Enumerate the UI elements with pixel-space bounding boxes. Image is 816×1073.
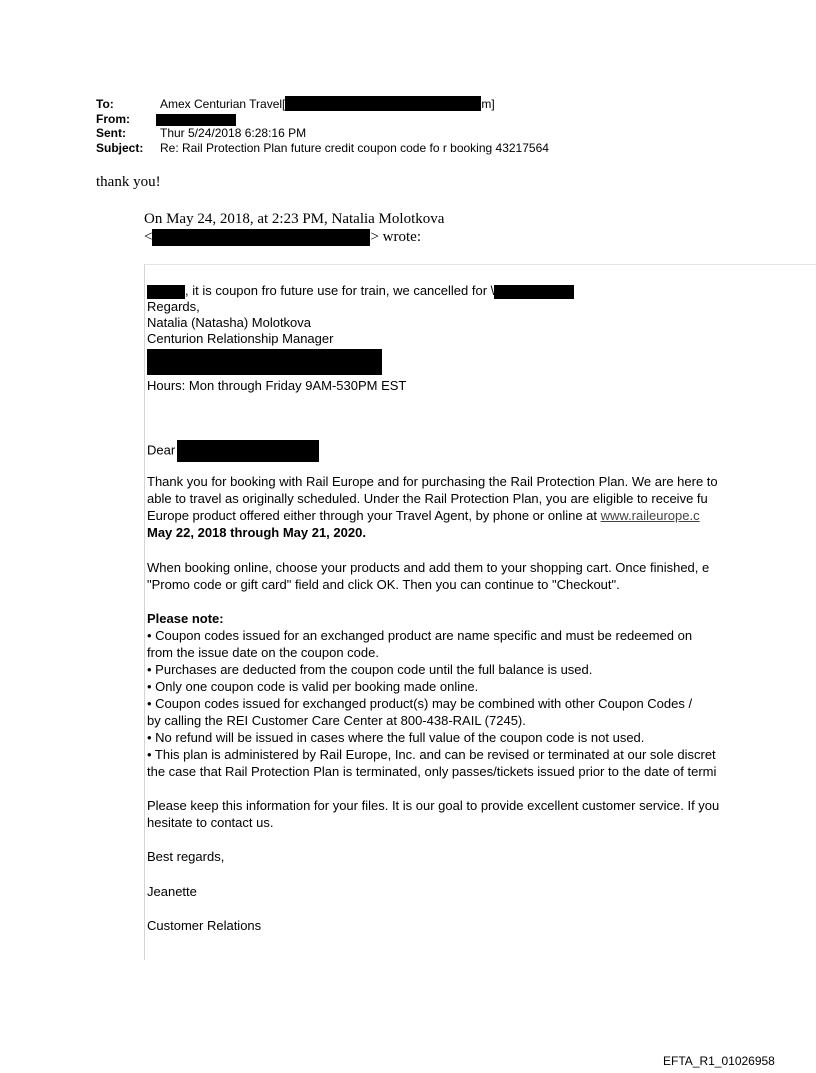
- natalia-regards: Regards,: [147, 299, 200, 314]
- sent-label: Sent:: [96, 126, 126, 140]
- redaction-box: [147, 285, 185, 299]
- letter-dept: Customer Relations: [147, 918, 262, 933]
- redaction-box: [285, 96, 481, 111]
- bullet-5: • No refund will be issued in cases where the full value of the coupon code is not used.: [147, 730, 645, 745]
- letter-p3-line2: hesitate to contact us.: [147, 815, 274, 830]
- document-id: EFTA_R1_01026958: [663, 1054, 775, 1068]
- p1-line3-prefix: Europe product offered either through your Travel Agent, by phone or online at: [147, 508, 601, 523]
- intro-close: > wrote:: [370, 229, 421, 245]
- redaction-box: [177, 440, 319, 462]
- bullet-1-line2: from the issue date on the coupon code.: [147, 645, 379, 660]
- from-label: From:: [96, 112, 130, 126]
- redaction-box: [147, 349, 382, 375]
- natalia-line1: [147, 283, 574, 299]
- bullet-4-line2: by calling the REI Customer Care Center at 800-438-RAIL (7245).: [147, 713, 526, 728]
- from-value: [156, 112, 236, 126]
- quote-intro-line1: On May 24, 2018, at 2:23 PM, Natalia Molotkova: [144, 211, 445, 227]
- bullet-2: • Purchases are deducted from the coupon code until the full balance is used.: [147, 662, 593, 677]
- note-heading: [147, 611, 224, 627]
- dear-text: Dear: [147, 442, 176, 458]
- letter-p1-line4: [147, 525, 366, 541]
- natalia-hours: Hours: Mon through Friday 9AM-530PM EST: [147, 378, 407, 393]
- natalia-title: Centurion Relationship Manager: [147, 331, 334, 346]
- natalia-name: Natalia (Natasha) Molotkova: [147, 315, 312, 330]
- validity-dates: May 22, 2018 through May 21, 2020.: [147, 525, 366, 540]
- subject-label: Subject:: [96, 141, 144, 155]
- sent-value: Thur 5/24/2018 6:28:16 PM: [160, 126, 307, 140]
- quote-intro-line2: [144, 229, 421, 246]
- bullet-6-line2: the case that Rail Protection Plan is terminated, only passes/tickets issued prior to the date of termi: [147, 764, 717, 779]
- letter-p2-line2: "Promo code or gift card" field and click OK. Then you can continue to "Checkout".: [147, 577, 620, 592]
- bullet-6-line1: • This plan is administered by Rail Europe, Inc. and can be revised or terminated at our sole discret: [147, 747, 716, 762]
- letter-closing: Best regards,: [147, 849, 225, 864]
- letter-p1-line3: [147, 508, 700, 524]
- bullet-3: • Only one coupon code is valid per booking made online.: [147, 679, 479, 694]
- note-heading-text: Please note:: [147, 611, 224, 626]
- letter-p2-line1: When booking online, choose your products and add them to your shopping cart. Once finished, e: [147, 560, 710, 575]
- letter-p3-line1: Please keep this information for your files. It is our goal to provide excellent customer service. If you: [147, 798, 720, 813]
- letter-p1-line1: Thank you for booking with Rail Europe and for purchasing the Rail Protection Plan. We are here to: [147, 474, 718, 489]
- bullet-1-line1: • Coupon codes issued for an exchanged product are name specific and must be redeemed on: [147, 628, 693, 643]
- bullet-4-line1: • Coupon codes issued for exchanged product(s) may be combined with other Coupon Codes /: [147, 696, 693, 711]
- letter-p1-line2: able to travel as originally scheduled. Under the Rail Protection Plan, you are eligible to receive fu: [147, 491, 708, 506]
- raileurope-link[interactable]: www.raileurope.c: [600, 508, 700, 523]
- letter-signer: Jeanette: [147, 884, 197, 899]
- to-value-prefix: Amex Centurian Travel[: [160, 97, 286, 111]
- to-value-suffix: m]: [481, 97, 495, 111]
- subject-value: Re: Rail Protection Plan future credit coupon code fo r booking 43217564: [160, 141, 549, 155]
- to-label: To:: [96, 97, 114, 111]
- to-value: [160, 97, 495, 111]
- redaction-box: [152, 229, 370, 246]
- reply-text: thank you!: [96, 174, 161, 190]
- intro-open: <: [144, 229, 153, 245]
- redaction-box: [156, 114, 236, 126]
- natalia-line1-text: , it is coupon fro future use for train, we cancelled for \: [185, 283, 495, 298]
- letter-dear: [147, 440, 319, 462]
- redaction-box: [494, 285, 574, 299]
